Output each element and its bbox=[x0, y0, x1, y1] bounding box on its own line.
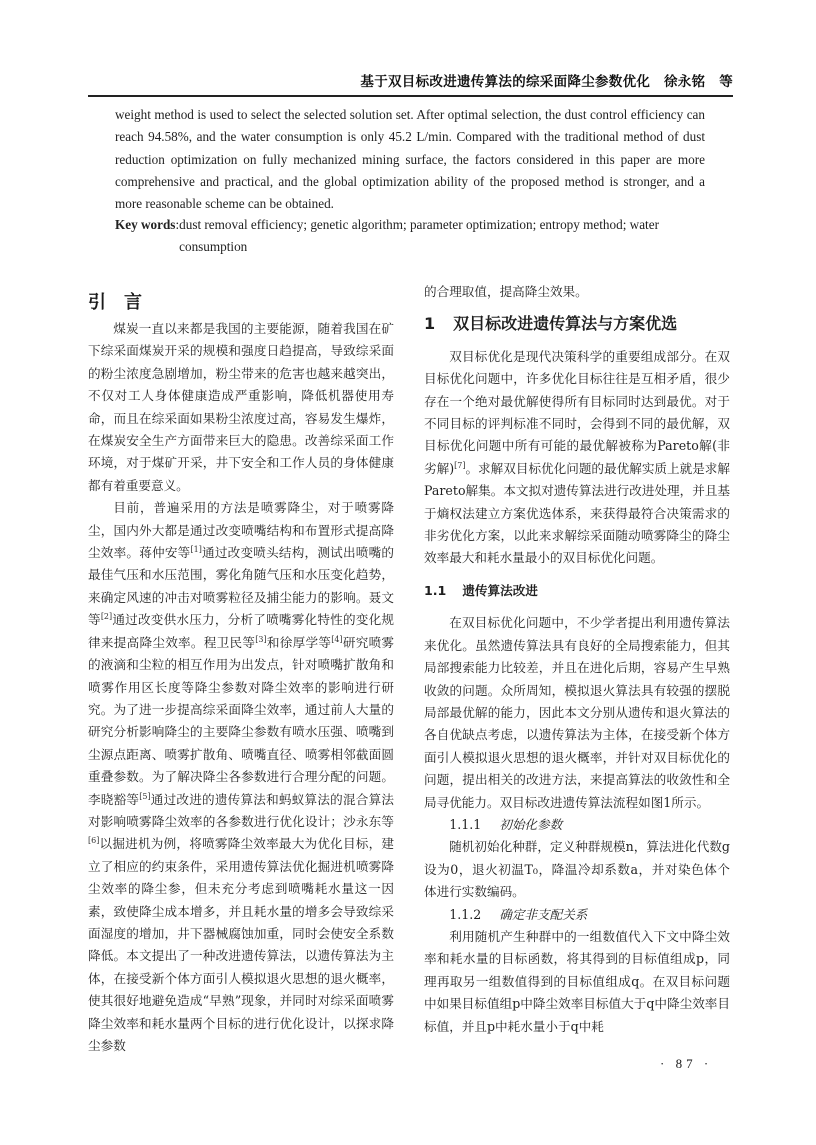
citation: [6] bbox=[88, 836, 100, 846]
right-column bbox=[424, 281, 730, 1038]
citation: [5] bbox=[139, 791, 151, 801]
intro-continuation: 的合理取值，提高降尘效果。 bbox=[424, 284, 588, 299]
abstract-tail: weight method is used to select the selected solution set. After optimal selection, the dust control efficiency can reach 94.58%, and the water consumption is only 45.2 L/min. Compared with the traditional method of dust reduction optimization on fully mechanized mining surface, the factors considered in this paper are more comprehensive and practical, and the global optimization ability of the proposed method is stronger, and a more reasonable scheme can be obtained. bbox=[115, 107, 705, 212]
citation: [3] bbox=[255, 634, 267, 644]
citation: [2] bbox=[100, 612, 113, 622]
subsection-1-1-1-heading bbox=[424, 814, 730, 836]
section-1-paragraph bbox=[424, 346, 730, 570]
section-number: 1 bbox=[424, 314, 436, 334]
subsection-title: 初始化参数 bbox=[499, 816, 563, 832]
intro-text: 通过改变喷头结构，测试出喷嘴的最佳气压和水压范围，雾化角随气压和水压变化趋势，来确定风速的冲击对喷雾粒径及捕尘能力的影响。聂文等 bbox=[88, 545, 395, 628]
intro-text: 目前，普遍采用的方法是喷雾降尘，对于喷雾降尘，国内外大都是通过改变喷嘴结构和布置形式提高降尘效率。蒋仲安等 bbox=[88, 500, 394, 561]
subsection-number: 1.1.1 bbox=[449, 816, 482, 832]
citation: [1] bbox=[190, 544, 202, 554]
keywords-colon: : bbox=[175, 217, 180, 232]
intro-text: 通过改进的遗传算法和蚂蚁算法的混合算法对影响喷雾降尘效率的各参数进行优化设计；沙永东等 bbox=[88, 791, 395, 829]
subsection-1-1-2-paragraph: 利用随机产生种群中的一组数值代入下文中降尘效率和耗水量的目标函数，将其得到的目标值组成p，同理再取另一组数值得到的目标值组成q。在双目标问题中如果目标值组p中降尘效率目标值大于q中降尘效率目标值，并且p中耗水量小于q中耗 bbox=[424, 928, 730, 1034]
keywords bbox=[115, 214, 705, 259]
body-text: 双目标优化是现代决策科学的重要组成部分。在双目标优化问题中，许多优化目标往往是互相矛盾，很少存在一个绝对最优解使得所有目标同时达到最优。对于不同目标的评判标准不同时，会得到不同的最优解，双目标优化问题中所有可能的最优解被称为Pareto解(非劣解) bbox=[424, 348, 730, 476]
intro-paragraph-2 bbox=[88, 497, 394, 1057]
body-text: 。求解双目标优化问题的最优解实质上就是求解Pareto解集。本文拟对遗传算法进行改进处理，并且基于熵权法建立方案优选体系，来获得最符合决策需求的非劣优化方案，以此来求解综采面随动喷雾降尘的降尘效率最大和耗水量最小的双目标优化问题。 bbox=[424, 460, 731, 566]
subsection-1-1-2-heading bbox=[424, 904, 730, 926]
keywords-label: Key words bbox=[115, 217, 176, 232]
running-header: 基于双目标改进遗传算法的综采面降尘参数优化 徐永铭 等 bbox=[360, 74, 733, 90]
page-number: · 87 · bbox=[660, 1056, 713, 1071]
intro-text: 以掘进机为例，将喷雾降尘效率最大为优化目标，建立了相应的约束条件，采用遗传算法优化掘进机喷雾降尘效率的降尘参，但未充分考虑到喷嘴耗水量这一因素，致使降尘成本增多，并且耗水量的增多会导致综采面湿度的增加，井下器械腐蚀加重，同时会使安全系数降低。本文提出了一种改进遗传算法，以遗传算法为主体，在接受新个体方面引人模拟退火思想的退火概率，使其很好地避免造成“早熟”现象，并同时对综采面喷雾降尘效率和耗水量两个目标的进行优化设计，以探求降尘参数 bbox=[88, 836, 394, 1053]
intro-text: 和徐厚学等 bbox=[266, 634, 332, 650]
intro-text: 通过改变供水压力，分析了喷嘴雾化特性的变化规律来提高降尘效率。程卫民等 bbox=[88, 612, 395, 650]
section-1-heading bbox=[424, 313, 730, 335]
header-rule bbox=[88, 95, 733, 97]
subsection-1-1-paragraph: 在双目标优化问题中，不少学者提出利用遗传算法来优化。虽然遗传算法具有良好的全局搜索能力，但其局部搜索能力比较差，并且在进化后期，容易产生早熟收敛的问题。众所周知，模拟退火算法具有较强的摆脱局部最优解的能力，因此本文分别从遗传和退火算法的各自优缺点考虑，以遗传算法为主体，在接受新个体方面引人模拟退火思想的退火概率，并针对双目标优化的问题，提出相关的改进方法，来提高算法的收敛性和全局寻优能力。双目标改进遗传算法流程如图1所示。 bbox=[424, 615, 730, 810]
subsection-number: 1.1 bbox=[424, 582, 447, 598]
intro-text: 研究喷雾的液滴和尘粒的相互作用为出发点，针对喷嘴扩散角和喷雾作用区长度等降尘参数对降尘效率的影响进行研究。为了进一步提高综采面降尘效率，通过前人大量的研究分析影响降尘的主要降尘参数有喷水压强、喷嘴到尘源点距离、喷雾扩散角、喷嘴直径、喷雾相邻截面圆重叠参数。为了解决降尘各参数进行合理分配的问题。李晓豁等 bbox=[88, 634, 395, 807]
subsection-number: 1.1.2 bbox=[449, 906, 482, 922]
keywords-text: dust removal efficiency; genetic algorithm; parameter optimization; entropy method; water consumption bbox=[179, 217, 659, 255]
intro-paragraph-1: 煤炭一直以来都是我国的主要能源，随着我国在矿下综采面煤炭开采的规模和强度日趋提高，导致综采面的粉尘浓度急剧增加，粉尘带来的危害也越来越突出，不仅对工人身体健康造成严重影响，降低机器使用寿命，而且在综采面如果粉尘浓度过高，容易发生爆炸，在煤炭安全生产方面带来巨大的隐患。改善综采面工作环境，对于煤矿开采，井下安全和工作人员的身体健康都有着重要意义。 bbox=[88, 321, 394, 493]
subsection-1-1-heading bbox=[424, 580, 730, 602]
subsection-title: 遗传算法改进 bbox=[462, 582, 538, 598]
subsection-1-1-1-paragraph: 随机初始化种群，定义种群规模n，算法进化代数g设为0，退火初温T₀，降温冷却系数a，并对染色体个体进行实数编码。 bbox=[424, 839, 730, 900]
left-column bbox=[88, 318, 394, 1057]
intro-heading: 引言 bbox=[88, 292, 160, 313]
subsection-title: 确定非支配关系 bbox=[499, 906, 588, 922]
citation: [4] bbox=[331, 634, 343, 644]
citation: [7] bbox=[454, 460, 466, 470]
section-title: 双目标改进遗传算法与方案优选 bbox=[453, 314, 678, 334]
